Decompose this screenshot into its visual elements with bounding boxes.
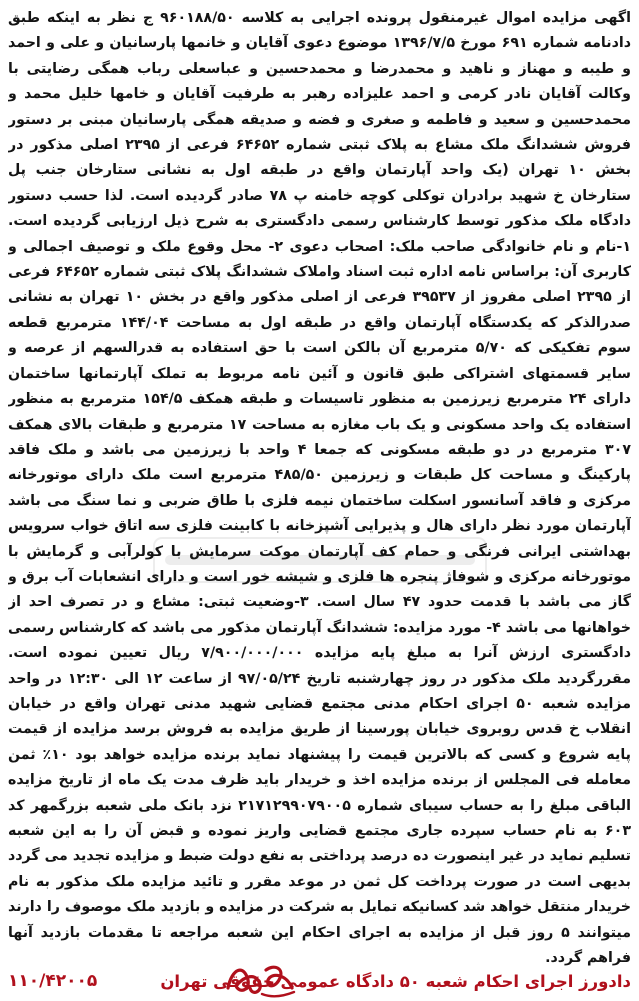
notice-body: [8, 6, 631, 966]
notice-paragraph: اگهی مزایده اموال غیرمنقول پرونده اجرایی به کلاسه ۹۶۰۱۸۸/۵۰ ج نظر به اینکه طبق دادنامه شماره ۶۹۱ مورخ ۱۳۹۶/۷/۵ موضوع دعوی آقایان و خانمها پارسانیان و علی و احمد و طیبه و مهناز و ناهید و محمدرضا و محمدحسین و عباسعلی رباب همگی رضایتی با وکالت آقایان نادر کرمی و احمد علیزاده رهبر به طرفیت آقایان و خامها خلیل محمد و محمدحسین و سعید و فاطمه و صغری و فضه و صدیقه همگی پارسانیان مبنی بر دستور فروش ششدانگ ملک مشاع به پلاک ثبتی شماره ۶۴۶۵۲ فرعی از ۲۳۹۵ اصلی مذکور در بخش ۱۰ تهران (یک واحد آپارتمان واقع در طبقه اول به نشانی ستارخان جنب پل ستارخان خ شهید برادران توکلی کوچه خامنه پ ۷۸ صادر گردیده است. لذا حسب دستور دادگاه ملک مذکور توسط کارشناس رسمی دادگستری به شرح ذیل ارزیابی گردیده است. ۱-نام و نام خانوادگی صاحب ملک: اصحاب دعوی ۲- محل وقوع ملک و توصیف اجمالی و کاربری آن: براساس نامه اداره ثبت اسناد واملاک ششدانگ پلاک ثبتی شماره ۶۴۶۵۲ فرعی از ۲۳۹۵ اصلی مفروز از ۳۹۵۳۷ فرعی از اصلی مذکور واقع در بخش ۱۰ تهران به نشانی صدرالذکر که یکدستگاه آپارتمان واقع در طبقه اول به مساحت ۱۴۴/۰۴ مترمربع قطعه سوم تفکیکی که ۵/۷۰ مترمربع آن بالکن است با حق استفاده به قدرالسهم از عرصه و سایر قسمتهای اشتراکی طبق قانون و آئین نامه مربوط به تملک آپارتمانها ساختمان دارای ۲۴ مترمربع زیرزمین به منظور تاسیسات و طبقه همکف ۱۵۴/۵ مترمربع به منظور استفاده یک واحد مسکونی و یک باب مغازه به مساحت ۱۷ مترمربع و طبقات بالای همکف ۳۰۷ مترمربع در دو طبقه مسکونی که جمعا ۴ واحد با زیرزمین می باشد و ملک فاقد پارکینگ و مساحت کل طبقات و زیرزمین ۴۸۵/۵۰ مترمربع است ملک دارای موتورخانه مرکزی و فاقد آسانسور اسکلت ساختمان نیمه فلزی با طاق ضربی و نما سنگ می باشد آپارتمان مورد نظر دارای هال و پذیرایی آشپزخانه با کابینت فلزی سه اتاق خواب سرویس بهداشتی ایرانی فرنگی و حمام کف آپارتمان موکت سرمایش با کولرآبی و گرمایش با موتورخانه مرکزی و شوفاژ پنجره ها فلزی و شیشه خور است و دارای انشعابات آب برق و گاز می باشد با قدمت حدود ۴۷ سال است. ۳-وضعیت ثبتی: مشاع و در تصرف احد از خواهانها می باشد ۴- مورد مزایده: ششدانگ آپارتمان مذکور می باشد که کارشناس رسمی دادگستری ارزش آنرا به مبلغ پایه مزایده ۷/۹۰۰/۰۰۰/۰۰۰ ریال تعیین نموده است. مقررگردید ملک مذکور در روز چهارشنبه تاریخ ۹۷/۰۵/۲۴ از ساعت ۱۲ الی ۱۲:۳۰ در واحد مزایده شعبه ۵۰ اجرای احکام مدنی مجتمع قضایی شهید مدنی تهران واقع در خیابان انقلاب خ قدس روبروی خیابان پورسینا از طریق مزایده به فروش برسد مزایده از قیمت پایه شروع و کسی که بالاترین قیمت را پیشنهاد نماید برنده مزایده خواهد بود ۱۰٪ ثمن معامله فی المجلس از برنده مزایده اخذ و خریدار باید ظرف مدت یک ماه از تاریخ مزایده الباقی مبلغ را به حساب سیبای شماره ۲۱۷۱۲۹۹۰۷۹۰۰۵ نزد بانک ملی شعبه بزرگمهر کد ۶۰۳ به نام حساب سپرده جاری مجتمع قضایی واریز نموده و قبض آن را به این شعبه تسلیم نماید در غیر اینصورت ده درصد پرداختی به نفع دولت ضبط و مزایده تجدید می گردد بدیهی است در صورت پرداخت کل ثمن در موعد مقرر و تائید مزایده ملک مذکور به نام خریدار منتقل خواهد شد کسانیکه تمایل به شرکت در مزایده و بازدید ملک موصوف را دارند میتوانند ۵ روز قبل از مزایده به اجرای احکام این شعبه مراجعه تا مقدمات بازدید آنها فراهم گردد.: [8, 10, 631, 966]
notice-footer: [8, 966, 631, 996]
notice-code: ۱۱۰/۴۲۰۰۵: [8, 971, 98, 991]
signature-line: دادورز اجرای احکام شعبه ۵۰ دادگاه عمومی حقوقی تهران: [160, 971, 631, 991]
